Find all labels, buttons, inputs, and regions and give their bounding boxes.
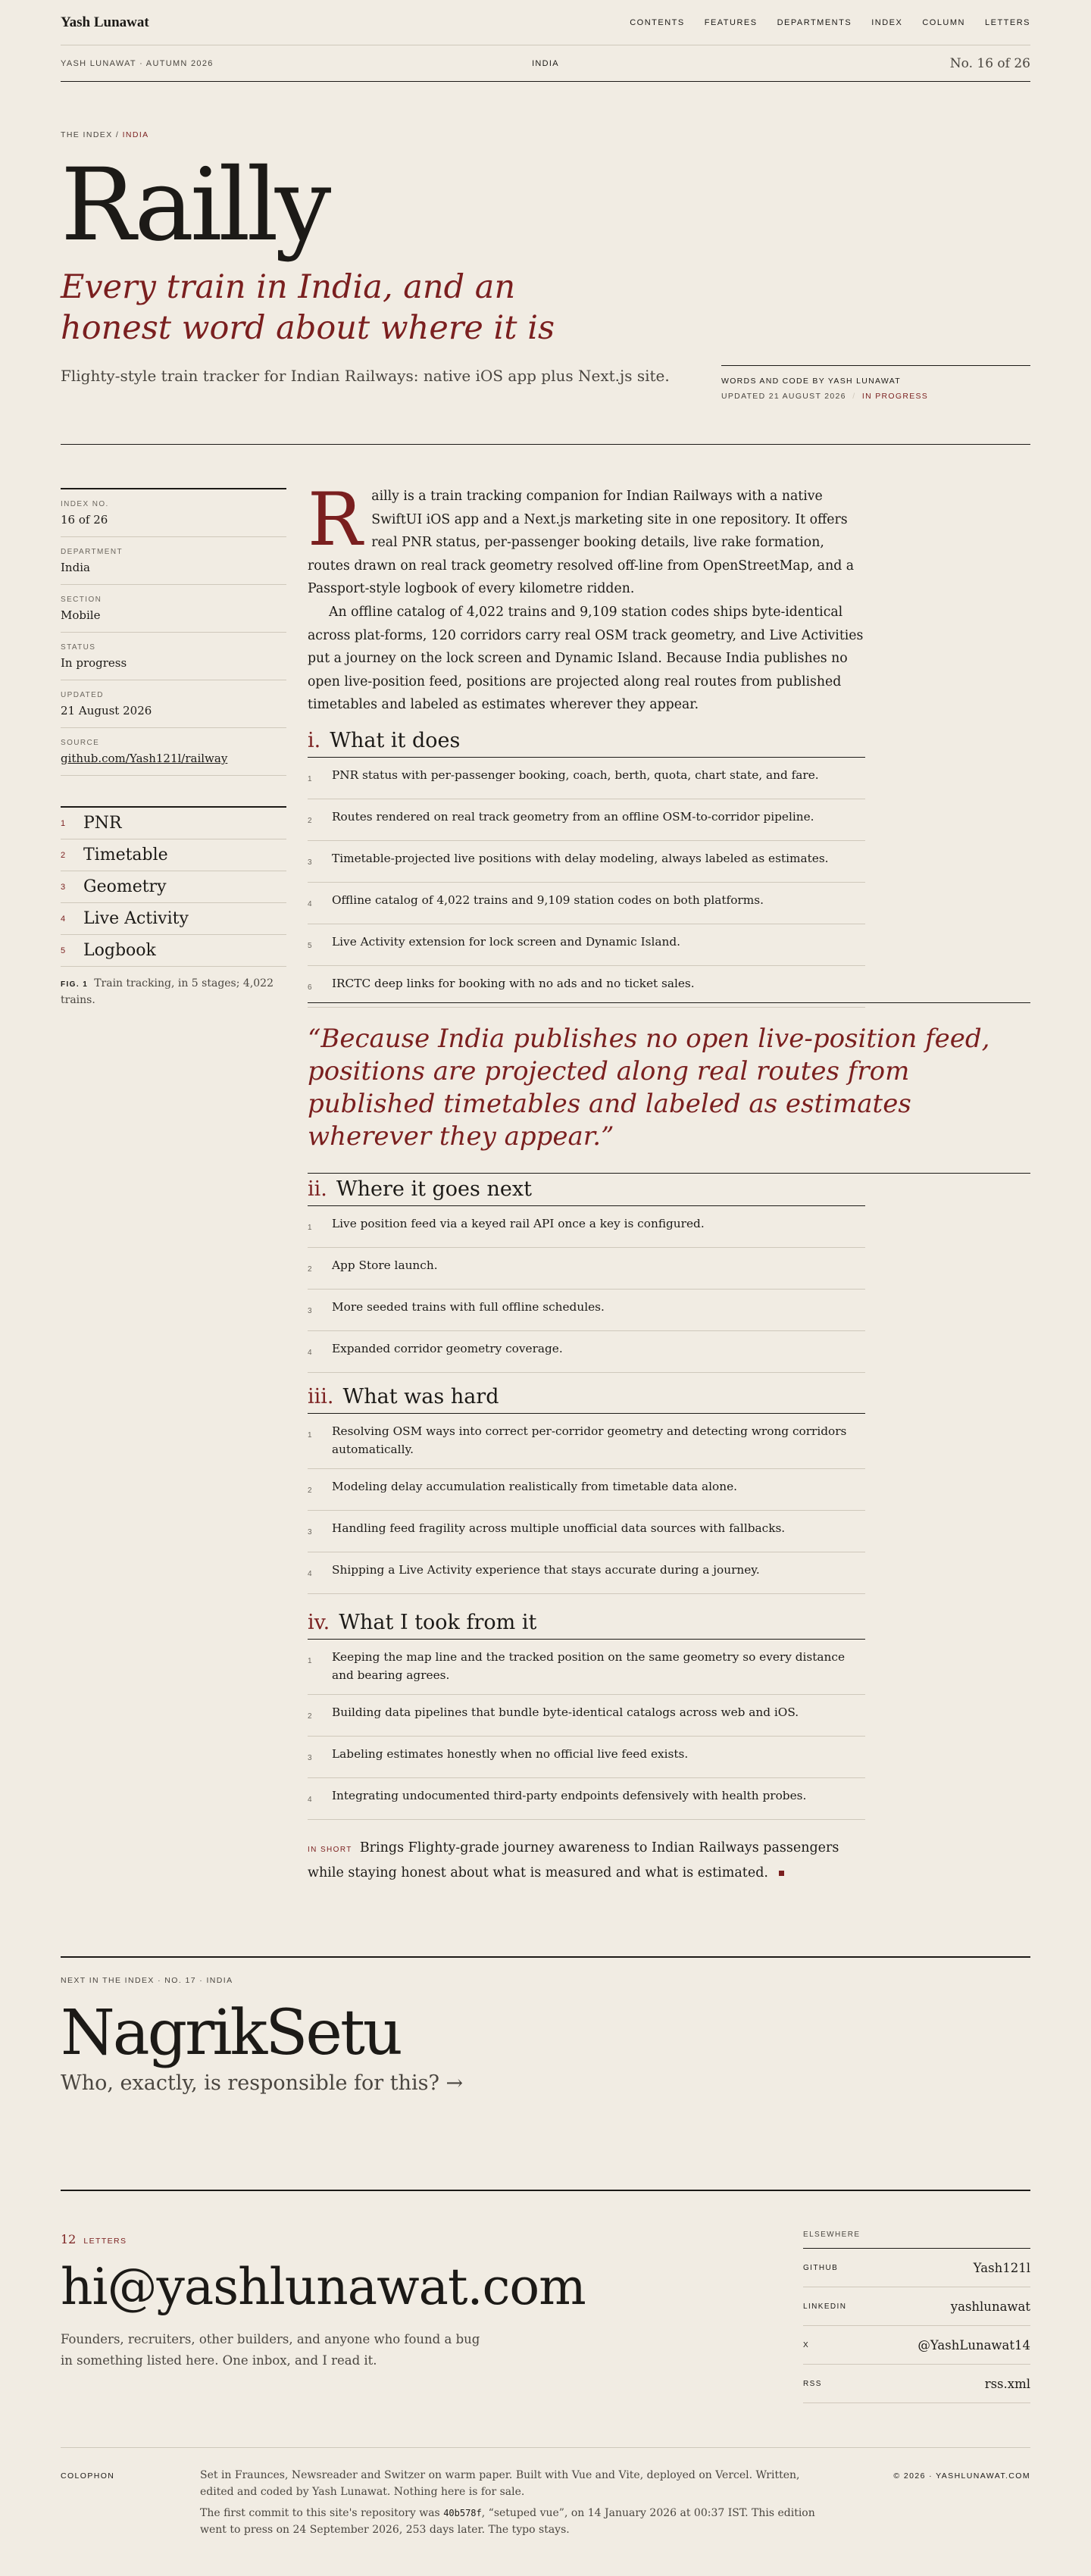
section-list xyxy=(308,1414,865,1594)
section-list xyxy=(308,758,865,1008)
letters-divider xyxy=(61,2190,1030,2191)
meta-section: SECTION Mobile xyxy=(61,585,286,633)
page-lede: Flighty-style train tracker for Indian Railways: native iOS app plus Next.js site. xyxy=(61,367,670,385)
page-subtitle: Every train in India, and an honest word about where it is xyxy=(61,268,555,347)
letters-label: 12 LETTERS xyxy=(61,2232,127,2246)
list-item: 2 Routes rendered on real track geometry from an offline OSM-to-corridor pipeline. xyxy=(308,799,865,841)
meta-status: STATUS In progress xyxy=(61,633,286,680)
list-item: 3 More seeded trains with full offline schedules. xyxy=(308,1290,865,1331)
pull-quote: “Because India publishes no open live-position feed, positions are projected along real routes from published timetables and labeled as estimates wherever they appear.” xyxy=(308,1002,1030,1174)
paragraph-2: An offline catalog of 4,022 trains and 9,109 station codes ships byte-identical across plat-forms, 120 corridors carry real OSM track geometry, and Live Activities put a journey on the lock screen and Dynamic Island. Because India publishes no open live-position feed, positions are projected along real routes from published timetables and labeled as estimates wherever they appear. xyxy=(308,604,864,713)
section-heading: ii. Where it goes next xyxy=(308,1177,865,1206)
list-item: 4 Integrating undocumented third-party endpoints defensively with health probes. xyxy=(308,1778,865,1820)
end-mark-icon xyxy=(779,1871,784,1876)
section-what-was-hard xyxy=(308,1385,865,1594)
list-item: 1 PNR status with per-passenger booking, coach, berth, quota, chart state, and fare. xyxy=(308,758,865,799)
section-heading: iv. What I took from it xyxy=(308,1611,865,1640)
section-heading: i. What it does xyxy=(308,729,865,758)
x-link[interactable]: X @YashLunawat14 xyxy=(803,2326,1030,2365)
github-link[interactable]: GITHUB Yash121l xyxy=(803,2249,1030,2287)
section-list xyxy=(308,1640,865,1820)
next-divider xyxy=(61,1956,1030,1958)
nav-features[interactable]: FEATURES xyxy=(704,17,758,27)
sidebar xyxy=(61,488,286,1008)
copyright: © 2026 · YASHLUNAWAT.COM xyxy=(893,2471,1030,2481)
nav-column[interactable]: COLUMN xyxy=(922,17,965,27)
section-heading: iii. What was hard xyxy=(308,1385,865,1414)
toc-item-live-activity[interactable]: 4 Live Activity xyxy=(61,903,286,935)
list-item: 4 Expanded corridor geometry coverage. xyxy=(308,1331,865,1373)
in-short: IN SHORT Brings Flighty-grade journey awareness to Indian Railways passengers while staying honest about what is measured and what is estimated. xyxy=(308,1840,839,1880)
list-item: 1 Live position feed via a keyed rail API once a key is configured. xyxy=(308,1206,865,1248)
toc-item-logbook[interactable]: 5 Logbook xyxy=(61,935,286,967)
list-item: 6 IRCTC deep links for booking with no ads and no ticket sales. xyxy=(308,966,865,1008)
meta-index: INDEX NO. 16 of 26 xyxy=(61,489,286,537)
section-list xyxy=(308,1206,865,1373)
next-subtitle-link[interactable]: Who, exactly, is responsible for this? → xyxy=(61,2071,464,2095)
section-what-it-does xyxy=(308,729,865,1008)
page-title: Railly xyxy=(61,147,328,264)
linkedin-link[interactable]: LINKEDIN yashlunawat xyxy=(803,2287,1030,2326)
issue-label: YASH LUNAWAT · AUTUMN 2026 xyxy=(61,58,214,68)
drop-cap: R xyxy=(308,477,363,562)
nav-links xyxy=(630,18,1030,27)
section-where-it-goes-next xyxy=(308,1177,865,1373)
meta-updated: UPDATED 21 August 2026 xyxy=(61,680,286,728)
list-item: 2 Building data pipelines that bundle byte-identical catalogs across web and iOS. xyxy=(308,1695,865,1737)
issue-strip xyxy=(61,45,1030,82)
brand-link[interactable]: Yash Lunawat xyxy=(61,14,149,30)
nav-contents[interactable]: CONTENTS xyxy=(630,17,685,27)
colophon-label: COLOPHON xyxy=(61,2471,115,2481)
figure-caption: FIG. 1 Train tracking, in 5 stages; 4,022 trains. xyxy=(61,977,274,1006)
toc-item-timetable[interactable]: 2 Timetable xyxy=(61,839,286,871)
list-item: 2 Modeling delay accumulation realistically from timetable data alone. xyxy=(308,1469,865,1511)
nav-index[interactable]: INDEX xyxy=(871,17,903,27)
byline-author: WORDS AND CODE BY YASH LUNAWAT xyxy=(721,377,901,386)
meta-department: DEPARTMENT India xyxy=(61,537,286,585)
list-item: 3 Handling feed fragility across multiple unofficial data sources with fallbacks. xyxy=(308,1511,865,1552)
list-item: 1 Keeping the map line and the tracked position on the same geometry so every distance and bearing agrees. xyxy=(308,1640,865,1695)
paragraph-1: Railly is a train tracking companion for Indian Railways with a native SwiftUI iOS app and a Next.js marketing site in one repository. It offers real PNR status, per-passenger booking details, live rake formation, routes drawn on real track geometry resolved off-line from OpenStreetMap, and a Passport-style logbook of every kilometre ridden. xyxy=(308,477,855,597)
list-item: 4 Shipping a Live Activity experience that stays accurate during a journey. xyxy=(308,1552,865,1594)
meta-source: SOURCE github.com/Yash121l/railway xyxy=(61,728,286,776)
commit-hash: 40b578f xyxy=(443,2508,482,2518)
list-item: 5 Live Activity extension for lock screen and Dynamic Island. xyxy=(308,924,865,966)
nav-letters[interactable]: LETTERS xyxy=(984,17,1030,27)
section-what-i-took-from-it xyxy=(308,1611,865,1820)
list-item: 1 Resolving OSM ways into correct per-corridor geometry and detecting wrong corridors automatically. xyxy=(308,1414,865,1469)
breadcrumb-index[interactable]: THE INDEX xyxy=(61,130,113,139)
letters-description: Founders, recruiters, other builders, and anyone who found a bug in something listed here. One inbox, and I read it. xyxy=(61,2332,480,2368)
issue-number: No. 16 of 26 xyxy=(949,55,1030,71)
table-of-contents xyxy=(61,806,286,967)
list-item: 3 Labeling estimates honestly when no official live feed exists. xyxy=(308,1737,865,1778)
list-item: 3 Timetable-projected live positions with delay modeling, always labeled as estimates. xyxy=(308,841,865,883)
byline-updated: UPDATED 21 AUGUST 2026 / IN PROGRESS xyxy=(721,392,929,401)
issue-department: INDIA xyxy=(532,58,559,68)
byline xyxy=(721,365,1030,401)
rss-link[interactable]: RSS rss.xml xyxy=(803,2365,1030,2403)
top-nav xyxy=(61,0,1030,45)
colophon-divider xyxy=(61,2447,1030,2448)
hero-divider xyxy=(61,444,1030,445)
breadcrumb-section[interactable]: INDIA xyxy=(122,130,149,139)
toc-item-pnr[interactable]: 1 PNR xyxy=(61,808,286,839)
toc-item-geometry[interactable]: 3 Geometry xyxy=(61,871,286,903)
colophon-text: Set in Fraunces, Newsreader and Switzer on warm paper. Built with Vue and Vite, deployed on Vercel. Written, edited and coded by Yash Lunawat. Nothing here is for sale. The first commit to this site's repository was 40b578f, “setuped vue”, on 14 January 2026 at 00:37 IST. This edition went to press on 24 September 2026, 253 days later. The typo stays. xyxy=(200,2469,815,2536)
source-link[interactable]: github.com/Yash121l/railway xyxy=(61,752,228,765)
next-label: NEXT IN THE INDEX · NO. 17 · INDIA xyxy=(61,1976,233,1985)
email-link[interactable]: hi@yashlunawat.com xyxy=(61,2258,586,2316)
article-body xyxy=(308,477,865,717)
nav-departments[interactable]: DEPARTMENTS xyxy=(777,17,852,27)
breadcrumb: THE INDEX / INDIA xyxy=(61,130,149,139)
next-title-link[interactable]: NagrikSetu xyxy=(61,1997,401,2069)
status-badge: IN PROGRESS xyxy=(861,392,929,401)
list-item: 2 App Store launch. xyxy=(308,1248,865,1290)
elsewhere-links: ELSEWHERE GITHUB Yash121l LINKEDIN yashlunawat X @YashLunawat14 RSS rss.xml xyxy=(803,2231,1030,2403)
list-item: 4 Offline catalog of 4,022 trains and 9,109 station codes on both platforms. xyxy=(308,883,865,924)
